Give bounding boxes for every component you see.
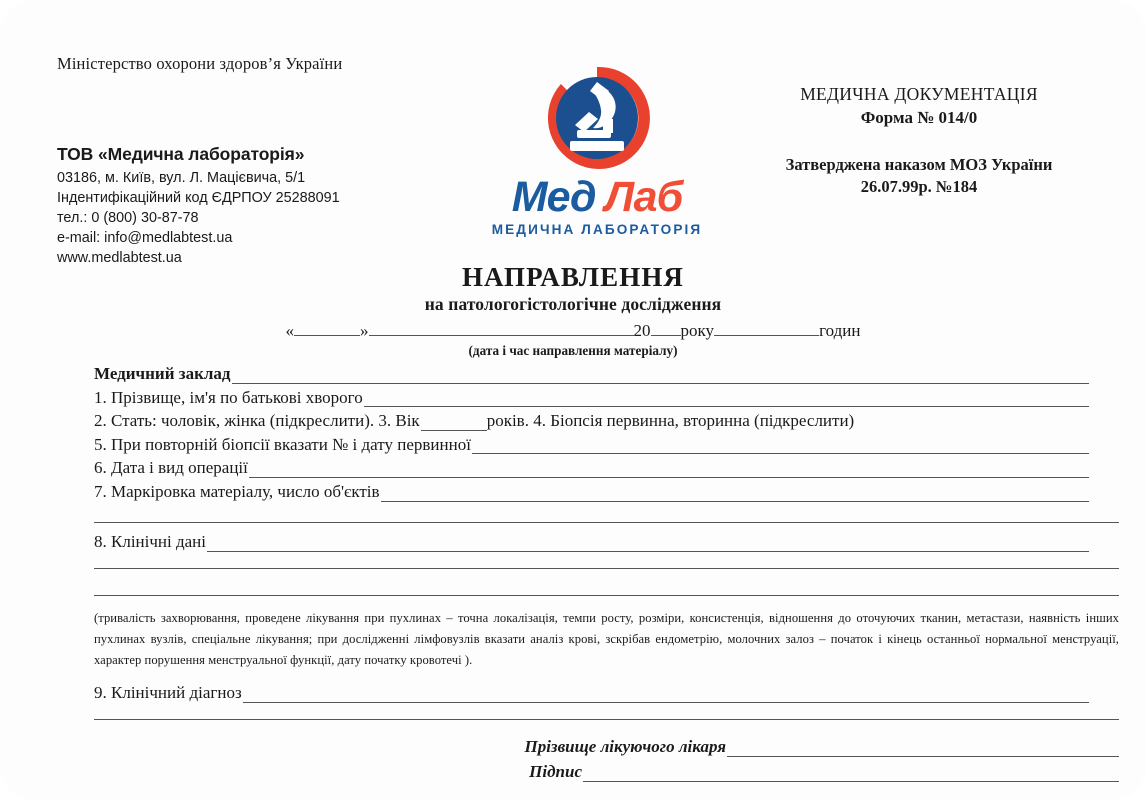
ministry-title: Міністерство охорони здоров’я України bbox=[57, 54, 343, 73]
field-item8-label: 8. Клінічні дані bbox=[94, 532, 207, 552]
signature-doctor-row bbox=[94, 732, 1119, 757]
doc-meta-form-number: Форма № 014/0 bbox=[860, 108, 978, 128]
year-word: року bbox=[680, 321, 715, 340]
field-item5 bbox=[94, 431, 1089, 455]
organization-website: www.medlabtest.ua bbox=[57, 250, 182, 267]
hours-word: годин bbox=[819, 321, 861, 340]
field-item5-input[interactable] bbox=[472, 438, 1089, 454]
field-item9-label: 9. Клінічний діагноз bbox=[94, 683, 242, 703]
date-day-blank[interactable] bbox=[294, 320, 360, 336]
document-meta-block bbox=[754, 82, 1084, 199]
company-logo bbox=[452, 62, 742, 237]
fineprint-instructions: (тривалість захворювання, проведене лікування при пухлинах – точна локалізація, темпи росту, розміри, консистенція, відношення до оточуючих тканин, метастази, наявність інших пухлинах вузлів, спеціальне лікування; при дослідженні лімфовузлів вказати аналіз крові, зскрібав ендометрію, молочних залоз – початок і кінець останньої нормальної менструації, характер порушення менструальної функції, дату початку кровотечі ). bbox=[94, 611, 1119, 667]
field-item6-input[interactable] bbox=[249, 462, 1089, 478]
field-institution bbox=[94, 360, 1089, 384]
field-item7-label: 7. Маркіровка матеріалу, число об'єктів bbox=[94, 481, 380, 501]
signature-doctor-label: Прізвище лікуючого лікаря bbox=[524, 737, 726, 757]
logo-word-lab: Лаб bbox=[604, 173, 683, 221]
field-institution-label: Медичний заклад bbox=[94, 363, 231, 383]
date-time-line bbox=[0, 320, 1146, 341]
date-hours-blank[interactable] bbox=[714, 320, 819, 336]
blank-rule-segment-a[interactable] bbox=[94, 568, 176, 569]
logo-subtitle: МЕДИЧНА ЛАБОРАТОРІЯ bbox=[491, 222, 703, 237]
blank-rule-segment-b[interactable] bbox=[179, 568, 1119, 569]
field-age-input[interactable] bbox=[421, 415, 487, 431]
doc-meta-approved bbox=[754, 154, 1084, 200]
date-year-blank[interactable] bbox=[651, 320, 681, 336]
logo-wordmark bbox=[452, 173, 742, 221]
quote-close: » bbox=[360, 321, 369, 340]
field-item1 bbox=[94, 384, 1089, 408]
organization-name: ТОВ «Медична лабораторія» bbox=[57, 144, 305, 164]
logo-word-med: Мед bbox=[511, 173, 596, 221]
title-block bbox=[0, 262, 1146, 315]
field-item1-label: 1. Прізвище, ім'я по батькові хворого bbox=[94, 387, 363, 407]
organization-address: 03186, м. Київ, вул. Л. Мацієвича, 5/1 bbox=[57, 170, 306, 187]
field-item8 bbox=[94, 529, 1089, 553]
field-item5-label: 5. При повторній біопсії вказати № і дату первинної bbox=[94, 434, 471, 454]
field-item7-input[interactable] bbox=[381, 486, 1089, 502]
year-prefix: 20 bbox=[633, 321, 651, 340]
field-item6 bbox=[94, 454, 1089, 478]
field-item6-label: 6. Дата і вид операції bbox=[94, 458, 248, 478]
page-title: НАПРАВЛЕННЯ bbox=[461, 262, 685, 292]
date-month-blank[interactable] bbox=[369, 320, 634, 336]
field-item2-label-part1: 2. Стать: чоловік, жінка (підкреслити). 3. Вік bbox=[94, 411, 420, 431]
document-header bbox=[0, 0, 1146, 358]
doc-meta-approved-line2: 26.07.99р. №184 bbox=[860, 177, 978, 197]
organization-edrpou: Індентифікаційний код ЄДРПОУ 25288091 bbox=[57, 190, 340, 207]
field-item7 bbox=[94, 478, 1089, 502]
signature-sign-input[interactable] bbox=[583, 767, 1119, 782]
organization-email: e-mail: info@medlabtest.ua bbox=[57, 230, 233, 247]
field-item2-label-part2: років. 4. Біопсія первинна, вторинна (підкреслити) bbox=[486, 411, 855, 431]
field-item1-input[interactable] bbox=[364, 391, 1089, 407]
doc-meta-approved-line1: Затверджена наказом МОЗ України bbox=[785, 154, 1053, 174]
signature-sign-label: Підпис bbox=[529, 762, 582, 782]
signature-block bbox=[94, 732, 1119, 782]
field-item2 bbox=[94, 407, 1089, 431]
signature-doctor-input[interactable] bbox=[727, 742, 1119, 757]
page-subtitle: на патологогістологічне дослідження bbox=[424, 294, 722, 314]
doc-meta-line1: МЕДИЧНА ДОКУМЕНТАЦІЯ bbox=[800, 84, 1038, 104]
field-institution-input[interactable] bbox=[232, 368, 1089, 384]
field-item9-input[interactable] bbox=[243, 687, 1089, 703]
field-item8-input[interactable] bbox=[207, 536, 1089, 552]
date-line-caption: (дата і час направлення матеріалу) bbox=[468, 343, 678, 358]
organization-phone: тел.: 0 (800) 30-87-78 bbox=[57, 210, 199, 227]
quote-open: « bbox=[285, 321, 295, 340]
signature-sign-row bbox=[94, 757, 1119, 782]
organization-block bbox=[57, 142, 340, 268]
blank-rule-line-2[interactable] bbox=[94, 568, 1119, 569]
field-item9 bbox=[94, 679, 1089, 703]
microscope-icon bbox=[541, 62, 653, 174]
form-body bbox=[0, 360, 1146, 782]
